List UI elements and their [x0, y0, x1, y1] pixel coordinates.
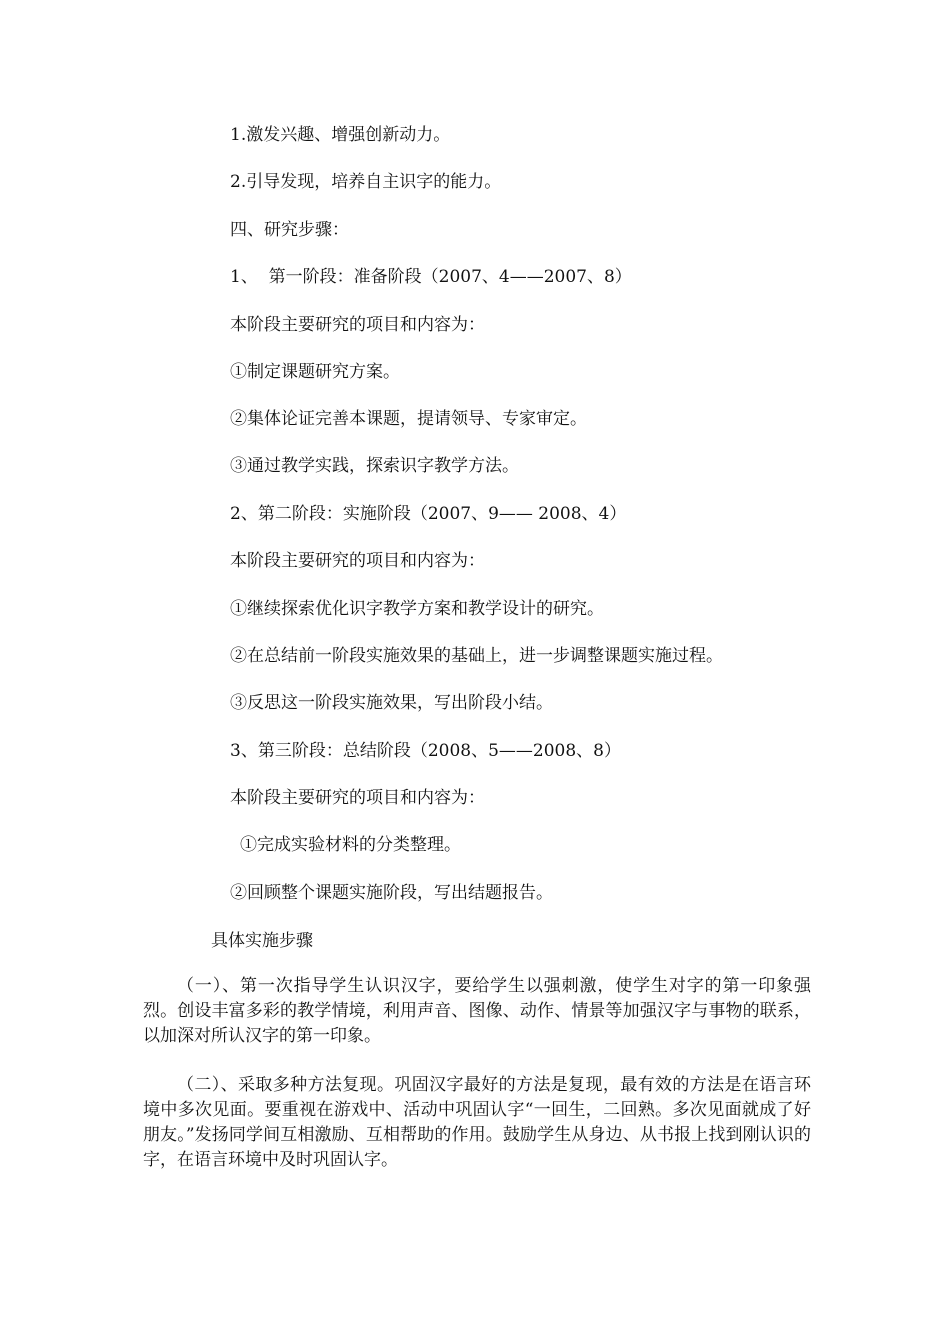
- section-heading: 四、研究步骤：: [230, 220, 349, 240]
- goal-1: 1.激发兴趣、增强创新动力。: [230, 125, 451, 145]
- implementation-heading: 具体实施步骤: [211, 931, 313, 951]
- phase-1-item: ②集体论证完善本课题，提请领导、专家审定。: [230, 409, 587, 429]
- paragraph-2: （二）、采取多种方法复现。巩固汉字最好的方法是复现，最有效的方法是在语言环境中多次见面。要重视在游戏中、活动中巩固认字“一回生，二回熟。多次见面就成了好朋友。”发扬同学间互相激励、互相帮助的作用。鼓励学生从身边、从书报上找到刚认识的字，在语言环境中及时巩固认字。: [143, 1075, 811, 1170]
- phase-3-item: ①完成实验材料的分类整理。: [240, 835, 461, 855]
- phase-2-title: 2、第二阶段：实施阶段（2007、9—— 2008、4）: [230, 504, 627, 524]
- phase-1-title: 1、 第一阶段：准备阶段（2007、4——2007、8）: [230, 267, 632, 287]
- phase-1-item: ①制定课题研究方案。: [230, 362, 400, 382]
- goal-2: 2.引导发现，培养自主识字的能力。: [230, 172, 502, 192]
- phase-2-item: ②在总结前一阶段实施效果的基础上，进一步调整课题实施过程。: [230, 646, 723, 666]
- phase-3-intro: 本阶段主要研究的项目和内容为：: [230, 788, 485, 808]
- phase-3-item: ②回顾整个课题实施阶段，写出结题报告。: [230, 883, 553, 903]
- paragraph-1: （一）、第一次指导学生认识汉字，要给学生以强刺激，使学生对字的第一印象强烈。创设丰富多彩的教学情境，利用声音、图像、动作、情景等加强汉字与事物的联系，以加深对所认汉字的第一印象。: [143, 976, 811, 1046]
- phase-2-intro: 本阶段主要研究的项目和内容为：: [230, 551, 485, 571]
- phase-3-title: 3、第三阶段：总结阶段（2008、5——2008、8）: [230, 741, 621, 761]
- phase-2-item: ③反思这一阶段实施效果，写出阶段小结。: [230, 693, 553, 713]
- phase-1-item: ③通过教学实践，探索识字教学方法。: [230, 456, 519, 476]
- phase-1-intro: 本阶段主要研究的项目和内容为：: [230, 315, 485, 335]
- phase-2-item: ①继续探索优化识字教学方案和教学设计的研究。: [230, 599, 604, 619]
